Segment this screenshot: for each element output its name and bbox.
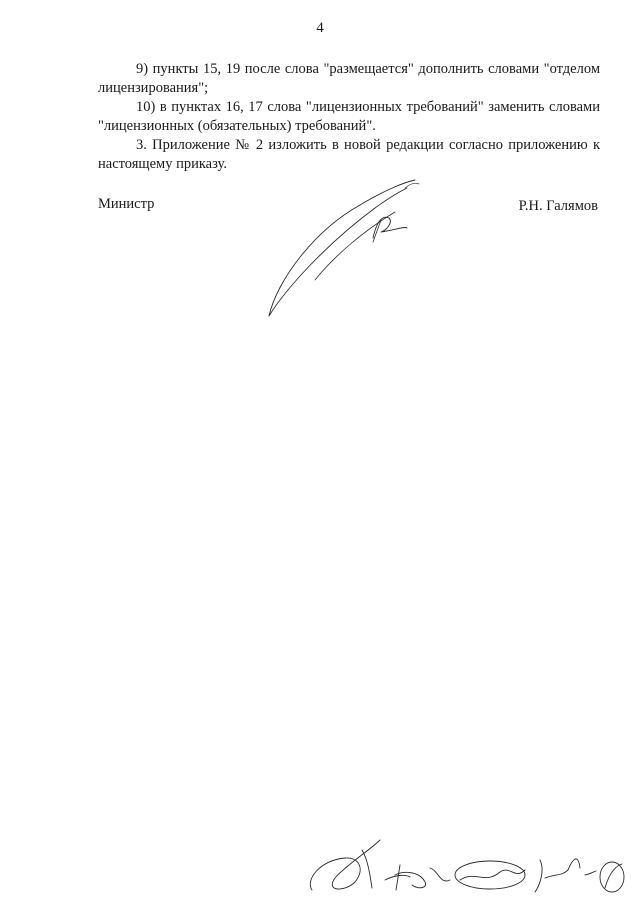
approval-initials xyxy=(300,830,630,900)
paragraph-section-3: 3. Приложение № 2 изложить в новой редакции согласно приложению к настоящему приказу. xyxy=(98,137,600,172)
paragraph-item-9: 9) пункты 15, 19 после слова "размещается" дополнить словами "отделом лицензирования"; xyxy=(98,61,600,96)
page-number: 4 xyxy=(316,20,324,36)
paragraph-item-10: 10) в пунктах 16, 17 слова "лицензионных требований" заменить словами "лицензионных (обязательных) требований". xyxy=(98,99,600,134)
document-body xyxy=(98,60,600,174)
signer-name: Р.Н. Галямов xyxy=(518,198,598,214)
handwritten-signature xyxy=(255,160,425,320)
signer-title: Министр xyxy=(98,196,155,212)
